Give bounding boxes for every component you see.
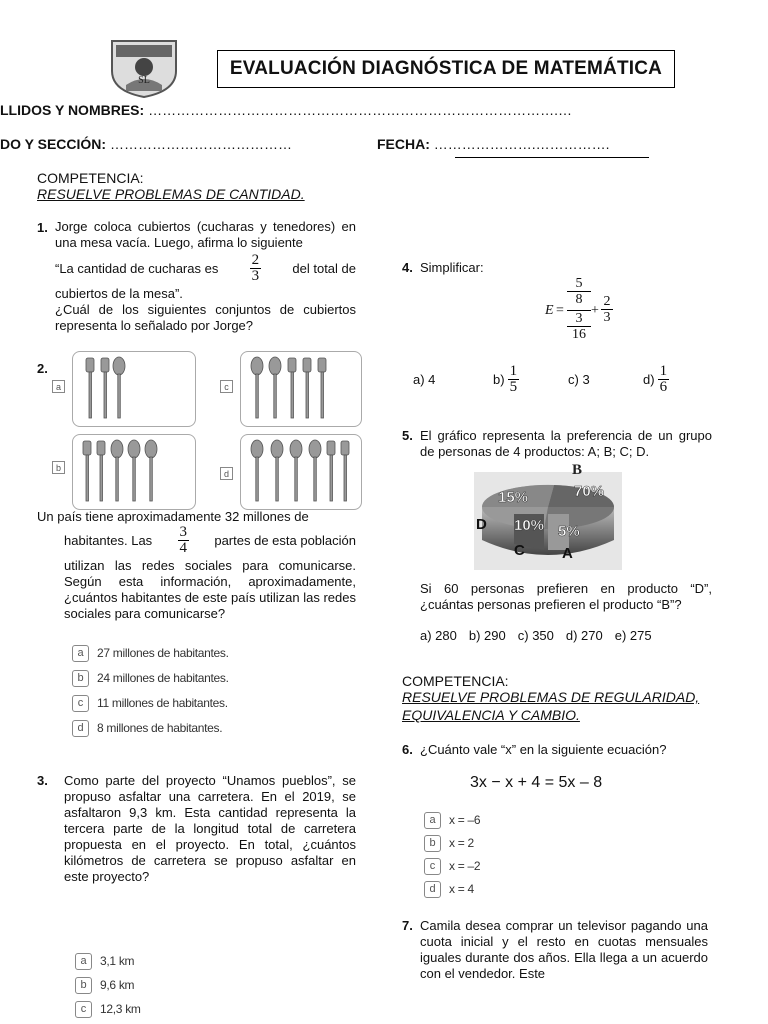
option-e[interactable]: e) 275 [614,628,652,643]
question-2-text-rest: utilizan las redes sociales para comunicarse. Según esta información, aproximadamente, ¿cuántos habitantes de este país utilizan las redes sociales para comunicarse? [64,558,356,621]
question-2-options [72,643,229,738]
option-b[interactable]: b 24 millones de habitantes. [72,668,229,688]
cutlery-set-b[interactable] [72,434,196,510]
grade-field[interactable]: DO Y SECCIÓN: ………………………………… [0,136,292,152]
competencia-title: RESUELVE PROBLEMAS DE REGULARIDAD, [402,689,700,705]
option-b[interactable]: b x = 2 [424,833,480,853]
option-c[interactable]: c x = –2 [424,856,480,876]
cutlery-icons [241,352,361,426]
cutlery-icons [73,352,195,426]
question-3-options [75,951,141,1019]
competencia-label: COMPETENCIA: [402,673,509,689]
question-number: 6. [402,742,413,757]
fraction: $\frac{3}{4}$ [179,524,188,556]
question-7-text: Camila desea comprar un televisor pagando una cuota inicial y el resto en cuotas mensuales iguales durante dos años. Ella llega a un acuerdo con el vendedor. Este [420,918,708,981]
cutlery-set-d[interactable] [240,434,362,510]
question-number: 3. [37,773,48,788]
question-1-text: Jorge coloca cubiertos (cucharas y tenedores) en una mesa vacía. Luego, afirma lo siguiente “La cantidad de cucharas es $\frac{2}{3}$ del total de cubiertos de la mesa”. ¿Cuál de los siguientes conjuntos de cubiertos representa lo señalado por Jorge? [55,219,356,333]
q4-option-a[interactable]: a) 4 [413,372,436,387]
option-a-label[interactable]: a [52,380,65,393]
date-underline [455,157,649,158]
label-70: 70% [574,483,605,500]
label-10: 10% [514,517,545,534]
question-5-question: Si 60 personas prefieren en producto “D”, ¿cuántas personas prefieren el producto “B”? [420,581,712,612]
complex-fraction: 5 8 3 16 [567,276,591,342]
option-d[interactable]: d) 270 [565,628,603,643]
question-number: 5. [402,428,413,443]
option-c[interactable]: c) 350 [517,628,554,643]
question-number: 7. [402,918,413,933]
q4-option-d[interactable]: d) $\frac{1}{6}$ [643,363,668,395]
fraction: 2 3 [601,294,613,325]
option-a[interactable]: a) 280 [420,628,457,643]
equation: 3x − x + 4 = 5x – 8 [470,774,603,791]
question-4-text: Simplificar: [420,260,484,275]
option-d-label[interactable]: d [220,467,233,480]
label-D: D [476,516,487,533]
label-C: C [514,542,525,559]
question-3-text: Como parte del proyecto “Unamos pueblos”, se propuso asfaltar una carretera. En el 2019, se asfaltaron 9,3 km. Esta cantidad representa la tercera parte de la longitud total de carretera propuesta en el proyecto. En total, ¿cuántos kilómetros de carretera se propuso asfaltar en este proyecto? [64,773,356,884]
question-5-text: El gráfico representa la preferencia de un grupo de personas de 4 productos: A; B; C; D. [420,428,712,459]
question-6-options [424,810,480,899]
label-5: 5% [558,523,580,540]
q4-option-b[interactable]: b) $\frac{1}{5}$ [493,363,518,395]
school-logo [104,35,184,99]
option-c[interactable]: c 12,3 km [75,999,141,1019]
option-b[interactable]: b 9,6 km [75,975,141,995]
competencia-title-2: EQUIVALENCIA Y CAMBIO. [402,707,580,723]
question-2-text-line1: Un país tiene aproximadamente 32 millones de [37,509,309,524]
option-c[interactable]: c 11 millones de habitantes. [72,693,229,713]
name-field[interactable]: LLIDOS Y NOMBRES: …………………………………………………………………………….… [0,102,572,118]
option-b[interactable]: b) 290 [468,628,506,643]
question-5-options [420,628,652,643]
fraction: $\frac{2}{3}$ [251,252,260,284]
option-a[interactable]: a 3,1 km [75,951,141,971]
option-b-label[interactable]: b [52,461,65,474]
question-6-text: ¿Cuánto vale “x” en la siguiente ecuación? [420,742,667,757]
cutlery-set-a[interactable] [72,351,196,427]
question-number: 1. [37,220,48,235]
competencia-label: COMPETENCIA: [37,170,144,186]
question-number: 4. [402,260,413,275]
date-field[interactable]: FECHA: ………………….……………. [377,136,610,152]
pie-chart [474,462,622,570]
pie-chart-svg [474,462,622,570]
q4-option-c[interactable]: c) 3 [568,372,590,387]
competencia-title: RESUELVE PROBLEMAS DE CANTIDAD. [37,186,305,202]
label-A: A [562,545,573,562]
option-a[interactable]: a 27 millones de habitantes. [72,643,229,663]
cutlery-icons [241,435,361,509]
label-B: B [572,462,583,478]
option-c-label[interactable]: c [220,380,233,393]
page-title: EVALUACIÓN DIAGNÓSTICA DE MATEMÁTICA [217,50,675,88]
option-d[interactable]: d 8 millones de habitantes. [72,718,229,738]
cutlery-icons [73,435,195,509]
question-2-text-line2: habitantes. Las $\frac{3}{4}$ partes de esta población [64,524,356,556]
svg-text:SL: SL [138,75,150,86]
label-15: 15% [498,489,529,506]
expression: E = 5 8 3 16 + 2 3 [545,276,625,346]
question-number: 2. [37,361,48,376]
option-d[interactable]: d x = 4 [424,879,480,899]
cutlery-set-c[interactable] [240,351,362,427]
option-a[interactable]: a x = –6 [424,810,480,830]
